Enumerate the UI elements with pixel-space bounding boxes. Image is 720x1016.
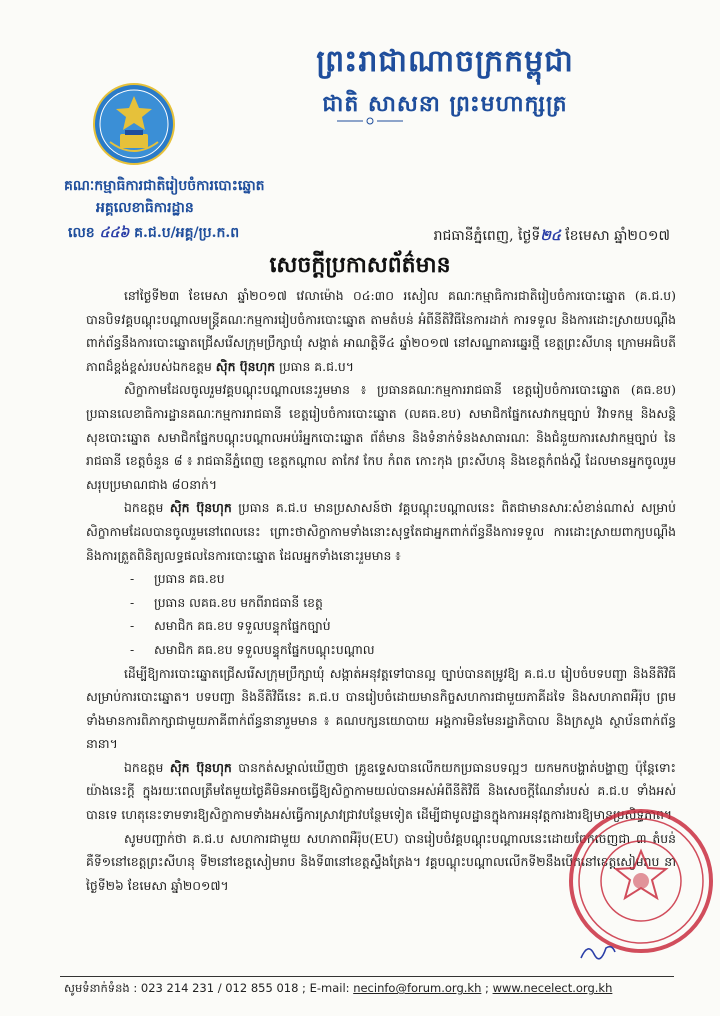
paragraph-3 [86, 496, 676, 567]
date-day: ២៤ [540, 228, 561, 244]
footer-divider [60, 976, 674, 977]
list-item: - សមាជិក គធ.ខប ទទួលបន្ទុកផ្នែកច្បាប់ [130, 614, 676, 638]
kingdom-title: ព្រះរាជាណាចក្រកម្ពុជា [316, 44, 574, 79]
document-title: សេចក្តីប្រកាសព័ត៌មាន [269, 252, 451, 278]
national-motto: ជាតិ សាសនា ព្រះមហាក្សត្រ [322, 91, 568, 117]
chairman-name: ស៊ិក ប៊ុនហុក [215, 358, 276, 374]
paragraph-3-text: ប្រធាន គ.ជ.ប មានប្រសាសន៍ថា វគ្គបណ្តុះបណ្តាលនេះ ពិតជាមានសារៈសំខាន់ណាស់ សម្រាប់សិក្ខាកាមដែលបានចូលរួមនៅពេលនេះ ព្រោះថាសិក្ខាកាមទាំងនោះសុទ្ធតែជាអ្នកពាក់ព័ន្ធនឹងការទទួល ការដោះស្រាយពាក្យបណ្តឹង និងការត្រួតពិនិត្យលទ្ធផលនៃការបោះឆ្នោត ដែលអ្នកទាំងនោះរួមមាន ៖ [86, 500, 676, 563]
signature-mark [578, 940, 618, 964]
paragraph-5-start: ឯកឧត្តម [124, 759, 164, 775]
secretariat-name: អគ្គលេខាធិការដ្ឋាន [96, 200, 194, 216]
email-link[interactable]: necinfo@forum.org.kh [353, 981, 482, 995]
reference-number [68, 223, 239, 244]
paragraph-2: សិក្ខាកាមដែលចូលរួមវគ្គបណ្តុះបណ្តាលនេះរួមមាន ៖ ប្រធានគណៈកម្មការរាជធានី ខេត្តរៀបចំការបោះឆ្នោត (គធ.ខប) ប្រធានលេខាធិការដ្ឋានគណៈកម្មការរាជធានី ខេត្តរៀបចំការបោះឆ្នោត (លគធ.ខប) សមាជិកផ្នែកសេវាកម្មច្បាប់ វិវាទកម្ម និងសន្តិសុខបោះឆ្នោត សមាជិកផ្នែកបណ្តុះបណ្តាលអប់រំអ្នកបោះឆ្នោត ព័ត៌មាន និងទំនាក់ទំនងសាធារណៈ និងជំនួយការសេវាកម្មច្បាប់ នៃរាជធានី ខេត្តចំនួន ៨ ៖ រាជធានីភ្នំពេញ ខេត្តកណ្តាល តាកែវ កែប កំពត កោះកុង ព្រះសីហនុ និងខេត្តកំពង់ស្ពឺ ដែលមានអ្នកចូលរួមសរុបប្រមាណជាង ៨០នាក់។ [86, 382, 676, 492]
chairman-name: ស៊ិក ប៊ុនហុក [169, 759, 232, 775]
paragraph-5 [86, 756, 676, 827]
reference-handwritten-number: ៤៤៦ [99, 225, 130, 241]
nec-logo [92, 82, 176, 166]
footer-contact: សូមទំនាក់ទំនង : 023 214 231 / 012 855 018 ; E-mail: necinfo@forum.org.kh ; www.necelect.org.kh [64, 981, 613, 995]
date-prefix: រាជធានីភ្នំពេញ, ថ្ងៃទី [433, 228, 541, 244]
ornament-divider [335, 116, 405, 126]
paragraph-1-text: នៅថ្ងៃទី២៣ ខែមេសា ឆ្នាំ២០១៧ វេលាម៉ោង ០៤:៣០ រសៀល គណៈកម្មាធិការជាតិរៀបចំការបោះឆ្នោត (គ.ជ.ប) បានបិទវគ្គបណ្តុះបណ្តាលមន្ត្រីគណៈកម្មការរៀបចំការបោះឆ្នោត តាមតំបន់ អំពីនីតិវិធីនៃការដាក់ ការទទួល និងការដោះស្រាយបណ្តឹងពាក់ព័ន្ធនឹងការបោះឆ្នោតជ្រើសរើសក្រុមប្រឹក្សាឃុំ សង្កាត់ អាណត្តិទី៤ ឆ្នាំ២០១៧ នៅសណ្ឋាគារឆ្នេរថ្មី ខេត្តព្រះសីហនុ ក្រោមអធិបតីភាពដ៏ខ្ពង់ខ្ពស់របស់ឯកឧត្តម [86, 288, 676, 374]
paragraph-4: ដើម្បីឱ្យការបោះឆ្នោតជ្រើសរើសក្រុមប្រឹក្សាឃុំ សង្កាត់អនុវត្តទៅបានល្អ ច្បាប់បានតម្រូវឱ្យ គ.ជ.ប រៀបចំបទបញ្ជា និងនីតិវិធីសម្រាប់ការបោះឆ្នោត។ បទបញ្ជា និងនីតិវិធីនេះ គ.ជ.ប បានរៀបចំដោយមានកិច្ចសហការជាមួយភាគីដទៃ និងសហភាពអឺរ៉ុប ព្រមទាំងមានការពិភាក្សាជាមួយភាគីពាក់ព័ន្ធនានារួមមាន ៖ គណបក្សនយោបាយ អង្គការមិនមែនរដ្ឋាភិបាល និងក្រសួង ស្ថាប័នពាក់ព័ន្ធនានា។ [86, 665, 676, 752]
date-line [360, 226, 670, 247]
reference-code: គ.ជ.ប/អគ្គ/ប្រ.ក.ព [134, 225, 240, 241]
contact-label: សូមទំនាក់ទំនង : [64, 981, 138, 995]
contact-phones: 023 214 231 / 012 855 018 ; [140, 981, 306, 995]
reference-prefix: លេខ [68, 225, 95, 241]
email-label: E-mail: [309, 981, 350, 995]
paragraph-1 [86, 284, 676, 378]
paragraph-1-end: ប្រធាន គ.ជ.ប។ [279, 358, 354, 374]
list-item: - ប្រធាន គធ.ខប [130, 567, 676, 591]
list-item: - សមាជិក គធ.ខប ទទួលបន្ទុកផ្នែកបណ្តុះបណ្តាល [130, 638, 676, 662]
list-item: - ប្រធាន លគធ.ខប មកពីរាជធានី ខេត្ត [130, 591, 676, 615]
paragraph-6: សូមបញ្ជាក់ថា គ.ជ.ប សហការជាមួយ សហភាពអឺរ៉ុប(EU) បានរៀបចំវគ្គបណ្តុះបណ្តាលនេះដោយចែកចេញជា ៣ តំបន់ គឺទី១នៅខេត្តព្រះសីហនុ ទី២នៅខេត្តសៀមរាប និងទី៣នៅខេត្តស្ទឹងត្រែង។ វគ្គបណ្តុះបណ្តាលលើកទី២នឹងបើកនៅខេត្តសៀមរាប នាថ្ងៃទី២៦ ខែមេសា ឆ្នាំ២០១៧។ [86, 830, 676, 893]
website-link[interactable]: www.necelect.org.kh [492, 981, 613, 995]
organization-name: គណៈកម្មាធិការជាតិរៀបចំការបោះឆ្នោត [64, 178, 265, 194]
participant-list [86, 567, 676, 661]
date-suffix: ខែមេសា ឆ្នាំ២០១៧ [565, 228, 670, 244]
chairman-name: ស៊ិក ប៊ុនហុក [169, 500, 232, 516]
paragraph-3-start: ឯកឧត្តម [124, 500, 164, 516]
paragraph-5-text: បានកត់សម្គាល់ឃើញថា គ្រូឧទ្ទេសបានលើកយកប្រធានបទល្អៗ យកមកបង្ហាត់បង្ហាញ ប៉ុន្តែទោះយ៉ាងនេះក្តី ក្នុងរយៈពេលត្រឹមតែមួយថ្ងៃគឺមិនអាចធ្វើឱ្យសិក្ខាកាមយល់បានអស់អំពីនីតិវិធី និងសេចក្តីណែនាំរបស់ គ.ជ.ប ទាំងអស់បានទេ ហេតុនេះទាមទារឱ្យសិក្ខាកាមទាំងអស់ធ្វើការស្រាវជ្រាវបន្ថែមទៀត ដើម្បីជាមូលដ្ឋានក្នុងការអនុវត្តការងារឱ្យមានប្រសិទ្ធភាព។ [86, 759, 676, 823]
document-body [86, 284, 676, 897]
